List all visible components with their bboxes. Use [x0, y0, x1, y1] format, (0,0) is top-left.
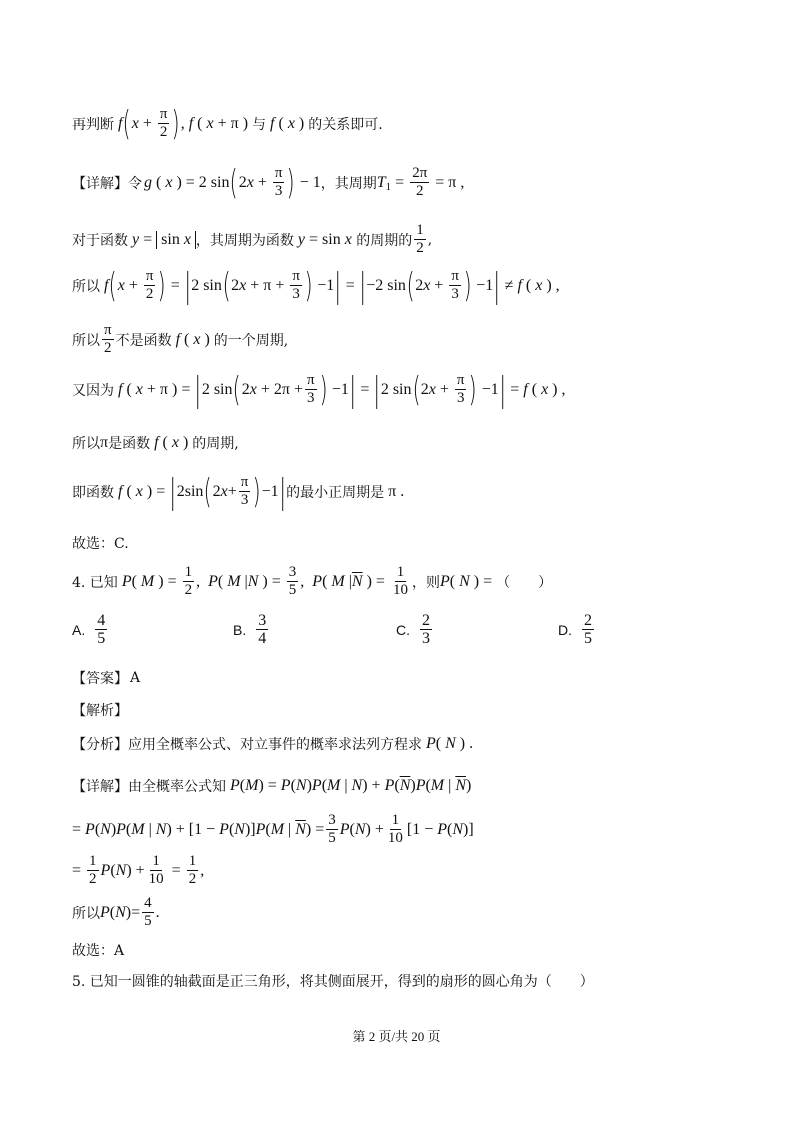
option-numerator: 2	[422, 612, 430, 629]
line-text: ，其周期	[320, 175, 377, 192]
line-text: 是函数	[108, 436, 151, 452]
line-text: 又因为	[72, 382, 114, 399]
text-line-2: 【详解】令 g ( x ) = 2 sin ( 2 x + $\frac{\pi}{3}$ ) − 1 ，其周期 T 1 = $\frac{2\pi}{2}$ = π ,	[72, 162, 465, 203]
line-text: 的关系即可.	[308, 116, 383, 133]
xiangjie-line: 【详解】由全概率公式知 P(M) = P(N)P(M | $N) + P(\overline{N})P(M$ | $\overline{N}$)	[72, 777, 472, 795]
analysis-line	[72, 700, 128, 720]
line-text: 所以	[72, 278, 100, 295]
line-text: 的周期的	[356, 232, 413, 249]
detail-tag: 【详解】令	[72, 175, 142, 192]
line-text: 不是函数	[115, 332, 172, 349]
option-denominator: 3	[422, 630, 430, 647]
choose-line	[72, 940, 124, 960]
line-text: 的一个周期,	[213, 332, 289, 349]
option-denominator: 4	[258, 630, 267, 647]
option-letter: B.	[233, 621, 247, 638]
line-text: 即函数	[72, 484, 114, 501]
answer-value: A	[130, 670, 141, 686]
text-line-8: 即函数 f ( x ) = | 2sin ( 2 x + $\frac{\pi}{3}$ ) −1 | 的最小正周期是 π .	[72, 471, 405, 512]
page-footer: 第 2 页/共 20 页	[352, 1029, 441, 1044]
option-c[interactable]	[396, 612, 434, 647]
text-line-7: 所以 π 是函数 f ( x ) 的周期,	[72, 434, 239, 452]
line-text: 对于函数	[72, 232, 128, 249]
option-a[interactable]	[72, 612, 109, 647]
line-text: 再判断	[72, 116, 114, 133]
answer-line	[72, 668, 140, 688]
text-line-3: 对于函数 y = sin x ，其周期为函数 y = sin x 的周期的 $\frac{1}{2}$ ,	[72, 222, 433, 256]
line-text: 【分析】应用全概率公式、对立事件的概率求法列方程求	[72, 737, 422, 753]
line-text: 所以	[72, 905, 100, 922]
so-line: 所以 P(N)= $\frac{4}{5}$ .	[72, 895, 160, 929]
answer-blank: （ ）	[496, 574, 553, 591]
fenxi-line: 【分析】应用全概率公式、对立事件的概率求法列方程求 P ( N ) .	[72, 735, 474, 753]
line-text: 【详解】由全概率公式知	[72, 779, 226, 795]
option-denominator: 5	[97, 630, 106, 647]
option-numerator: 4	[97, 612, 106, 629]
line-text: 所以	[72, 332, 100, 349]
line-text: 故选：A	[72, 943, 125, 959]
question-text: 5. 已知一圆锥的轴截面是正三角形，将其侧面展开，得到的扇形的圆心角为（ ）	[72, 974, 594, 990]
line-text: ，则	[411, 574, 440, 591]
option-d[interactable]	[558, 612, 596, 647]
question-5-stem	[72, 971, 594, 991]
option-numerator: 2	[584, 612, 592, 629]
analysis-tag: 【解析】	[72, 703, 128, 719]
option-letter: D.	[558, 621, 572, 638]
answer-tag: 【答案】	[72, 671, 128, 687]
derivation-line-3: = $\frac{1}{2}$ P(N) + $\frac{1}{10}$ = $\frac{1}{2}$ ,	[72, 853, 205, 887]
option-letter: C.	[396, 621, 410, 638]
line-text: 的最小正周期是	[286, 484, 385, 501]
question-4-stem: 4. 已知 P ( M ) = $\frac{1}{2}$ , P ( M | N ) = $\frac{3}{5}$ , P ( M | $\overline{N}$ ) = $\frac{1}{10}$ ，则 P ( N ) = （ ）	[72, 564, 553, 598]
text-line-6: 又因为 f ( x + π ) = | 2 sin ( 2 x + 2π + $\frac{\pi}{3}$ ) −1 | = | 2 sin ( 2 x + $\frac{\pi}{3}$ ) −1 | = f ( x ) ,	[72, 369, 566, 410]
question-number: 4. 已知	[72, 574, 118, 591]
derivation-line-2: = P(N)P(M | N) + [1 − P(N)]P(M | $\overline{N}$) = $\frac{3}{5}$ P(N) + $\frac{1}{10}$ [1 − P(N)]	[72, 812, 474, 846]
option-b[interactable]	[233, 612, 270, 647]
text-line-5: 所以 $\frac{\pi}{2}$ 不是函数 f ( x ) 的一个周期,	[72, 322, 289, 356]
text-line-1: 再判断 f ( x + $\frac{\pi}{2}$ ) , f ( x + π ) 与 f ( x ) 的关系即可.	[72, 103, 383, 144]
option-letter: A.	[72, 621, 86, 638]
option-denominator: 5	[584, 630, 592, 647]
line-text: 的周期,	[192, 436, 239, 452]
option-numerator: 3	[258, 612, 267, 629]
line-text: ，其周期为函数	[195, 232, 294, 249]
text-line-4: 所以 f ( x + $\frac{\pi}{2}$ ) = | 2 sin ( 2 x + π + $\frac{\pi}{3}$ ) −1 | = | −2 sin ( 2 x + $\frac{\pi}{3}$ ) −1 | ≠ f ( x ) ,	[72, 265, 560, 306]
line-text: 故选：C.	[72, 536, 129, 552]
line-text: 所以	[72, 436, 100, 452]
text-line-9	[72, 533, 129, 553]
